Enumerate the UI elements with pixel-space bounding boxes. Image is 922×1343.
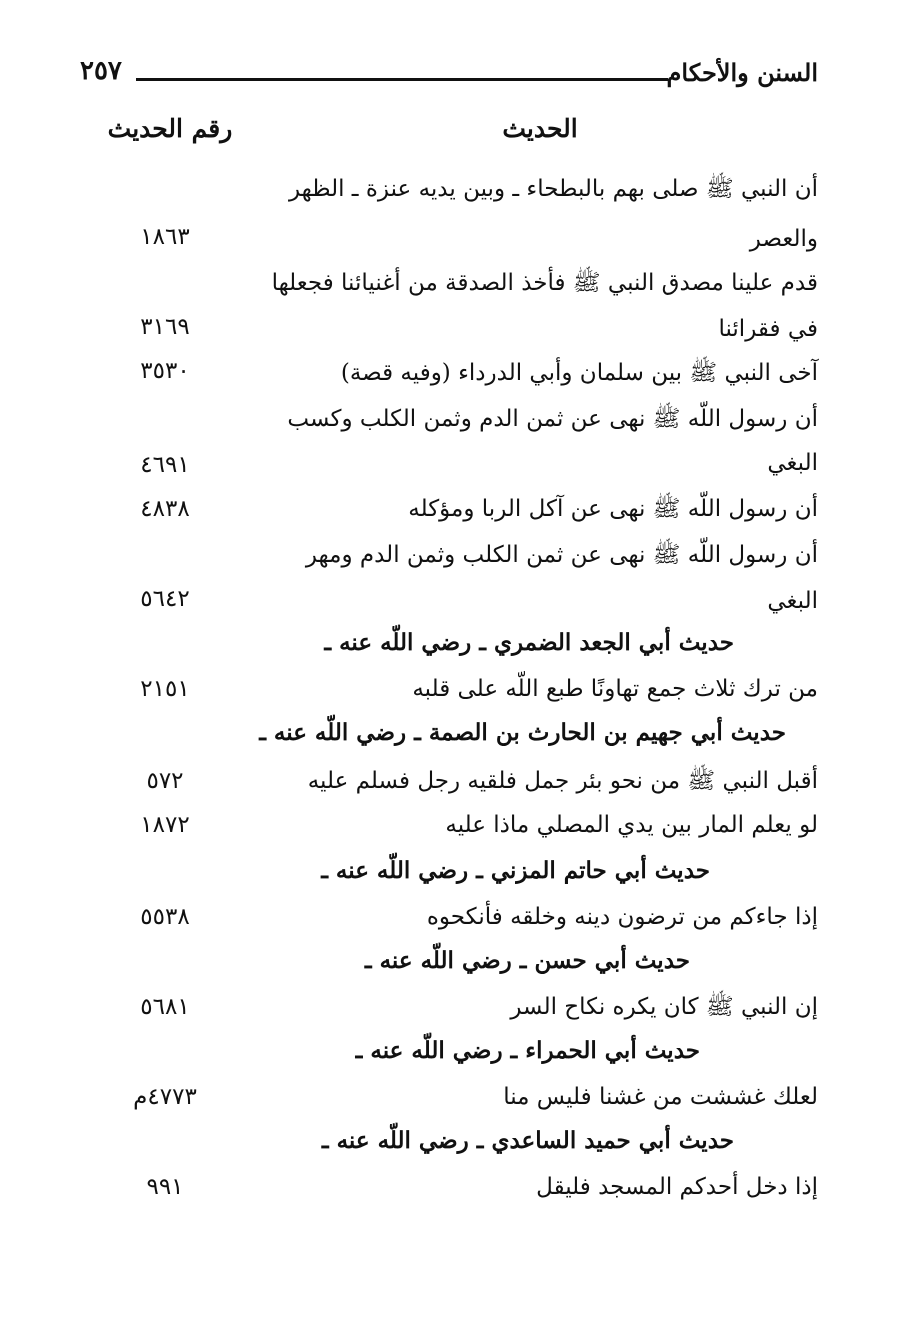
hadith-line: أن رسول اللّه ﷺ نهى عن ثمن الدم وثمن الكلب وكسب <box>287 406 818 432</box>
section-heading: حديث أبي الحمراء ـ رضي اللّه عنه ـ <box>355 1037 700 1064</box>
hadith-number: ٥٦٤٢ <box>140 586 190 612</box>
hadith-number: ٤٧٧٣م <box>133 1084 197 1110</box>
column-header-hadith: الحديث <box>502 114 578 143</box>
hadith-number: ٩٩١ <box>146 1174 184 1200</box>
hadith-number: ٥٧٢ <box>146 768 184 794</box>
section-heading: حديث أبي جهيم بن الحارث بن الصمة ـ رضي اللّه عنه ـ <box>259 719 786 746</box>
hadith-number: ٣١٦٩ <box>140 314 190 340</box>
hadith-number: ٣٥٣٠ <box>140 358 190 384</box>
hadith-line: إن النبي ﷺ كان يكره نكاح السر <box>510 994 818 1020</box>
section-heading: حديث أبي الجعد الضمري ـ رضي اللّه عنه ـ <box>324 629 734 656</box>
hadith-number: ١٨٦٣ <box>140 224 190 250</box>
header-rule <box>136 78 668 81</box>
hadith-line: والعصر <box>749 226 818 252</box>
hadith-line: إذا جاءكم من ترضون دينه وخلقه فأنكحوه <box>426 904 818 930</box>
hadith-line: آخى النبي ﷺ بين سلمان وأبي الدرداء (وفيه قصة) <box>340 360 818 386</box>
hadith-number: ٤٦٩١ <box>140 452 190 478</box>
hadith-line: من ترك ثلاث جمع تهاونًا طبع اللّه على قلبه <box>412 676 818 702</box>
hadith-line: في فقرائنا <box>718 316 818 342</box>
hadith-line: إذا دخل أحدكم المسجد فليقل <box>536 1174 818 1200</box>
hadith-line: لعلك غششت من غشنا فليس منا <box>503 1084 818 1110</box>
hadith-line: لو يعلم المار بين يدي المصلي ماذا عليه <box>445 812 818 838</box>
hadith-line: قدم علينا مصدق النبي ﷺ فأخذ الصدقة من أغنيائنا فجعلها <box>271 270 818 296</box>
section-heading: حديث أبي حاتم المزني ـ رضي اللّه عنه ـ <box>321 857 710 884</box>
running-header <box>70 52 818 96</box>
hadith-line: أن رسول اللّه ﷺ نهى عن ثمن الكلب وثمن الدم ومهر <box>305 542 818 568</box>
section-heading: حديث أبي حسن ـ رضي اللّه عنه ـ <box>364 947 690 974</box>
hadith-number: ٤٨٣٨ <box>140 496 190 522</box>
hadith-number: ٥٦٨١ <box>140 994 190 1020</box>
hadith-number: ٢١٥١ <box>140 676 190 702</box>
hadith-line: أقبل النبي ﷺ من نحو بئر جمل فلقيه رجل فسلم عليه <box>307 768 818 794</box>
hadith-line: البغي <box>767 450 818 476</box>
hadith-line: أن رسول اللّه ﷺ نهى عن آكل الربا ومؤكله <box>408 496 818 522</box>
hadith-line: أن النبي ﷺ صلى بهم بالبطحاء ـ وبين يديه عنزة ـ الظهر <box>288 176 818 202</box>
hadith-line: البغي <box>767 588 818 614</box>
chapter-title: السنن والأحكام <box>666 58 818 87</box>
hadith-number: ٥٥٣٨ <box>140 904 190 930</box>
column-header-number: رقم الحديث <box>107 114 233 143</box>
page-number: ٢٥٧ <box>80 56 122 86</box>
section-heading: حديث أبي حميد الساعدي ـ رضي اللّه عنه ـ <box>321 1127 734 1154</box>
hadith-number: ١٨٧٢ <box>140 812 190 838</box>
